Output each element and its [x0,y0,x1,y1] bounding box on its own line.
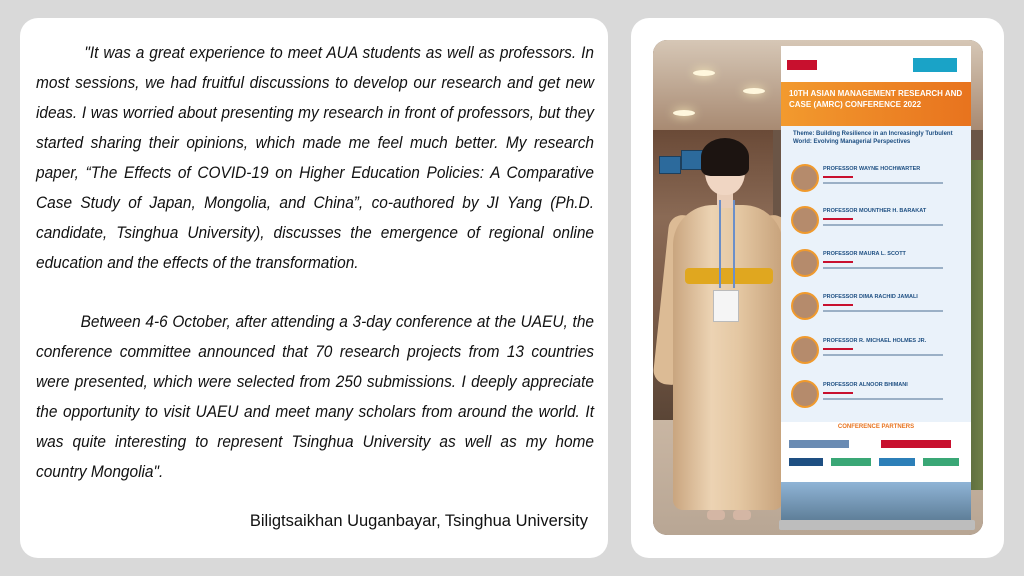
speaker-detail-line [823,398,943,400]
speaker-entry [791,336,961,366]
testimonial-card [20,18,608,558]
banner-heading-block [781,82,971,126]
speaker-photo [791,249,819,277]
speaker-detail-line [823,224,943,226]
conference-banner [781,46,971,520]
speaker-detail-line [823,176,853,178]
speaker-name: PROFESSOR WAYNE HOCHWARTER [823,166,921,172]
photo-card [631,18,1004,558]
testimonial-paragraph-2: Between 4-6 October, after attending a 3-day conference at the UAEU, the conference committee announced that 70 research projects from 13 countries were presented, which were selected from 250 submissions. I deeply appreciate the opportunity to visit UAEU and meet many scholars from around the world. It was quite interesting to represent Tsinghua University as well as my home country Mongolia". [36,312,594,481]
banner-stand-base [779,520,975,530]
speaker-detail-line [823,218,853,220]
speaker-detail-line [823,182,943,184]
woman-hair [701,138,749,176]
speaker-photo [791,164,819,192]
uaeu-logo [787,60,817,70]
speaker-entry [791,292,961,322]
lanyard [719,200,735,288]
speaker-entry [791,249,961,279]
photo-screen [659,156,681,174]
woman-shoe [733,510,751,520]
speaker-photo [791,380,819,408]
ceiling-light [743,88,765,94]
partners-title: CONFERENCE PARTNERS [837,424,915,430]
speaker-detail-line [823,354,943,356]
testimonial-signature: Biligtsaikhan Uuganbayar, Tsinghua University [249,512,588,530]
conference-partners [781,422,971,482]
speaker-name: PROFESSOR MAURA L. SCOTT [823,251,906,257]
speaker-entry [791,206,961,236]
speaker-entry [791,164,961,194]
speaker-detail-line [823,261,853,263]
partner-logo [923,458,959,466]
partner-logo [881,440,951,448]
speaker-detail-line [823,310,943,312]
partner-logo [789,458,823,466]
ceiling-light [693,70,715,76]
speaker-name: PROFESSOR MOUNTHER H. BARAKAT [823,208,927,214]
speaker-detail-line [823,267,943,269]
aacsb-logo [913,58,957,72]
conference-photo [653,40,983,535]
speaker-photo [791,292,819,320]
speaker-name: PROFESSOR ALNOOR BHIMANI [823,382,908,388]
ceiling-light [673,110,695,116]
speaker-photo [791,336,819,364]
banner-logo-strip [781,46,971,82]
speaker-name: PROFESSOR R. MICHAEL HOLMES JR. [823,338,927,344]
speaker-detail-line [823,348,853,350]
testimonial-paragraph-1: "It was a great experience to meet AUA students as well as professors. In most sessions, we had fruitful discussions to develop our research and get new ideas. I was worried about presenting my research in front of professors, but they started sharing their opinions, which made me feel much better. My research paper, “The Effects of COVID-19 on Higher Education Policies: A Comparative Case Study of Japan, Mongolia, and China”, co-authored by JI Yang (Ph.D. candidate, Tsinghua University), discusses the emergence of regional online education and the effects of the transformation. [36,43,595,272]
banner-theme: Theme: Building Resilience in an Increasingly Turbulent World: Evolving Managerial Perspectives [793,131,953,145]
speaker-detail-line [823,392,853,394]
partner-logo [789,440,849,448]
woman-shoe [707,510,725,520]
partner-logo [879,458,915,466]
speaker-name: PROFESSOR DIMA RACHID JAMALI [823,294,918,300]
banner-campus-image [781,482,971,520]
partner-logo [831,458,871,466]
banner-heading: 10TH ASIAN MANAGEMENT RESEARCH AND CASE (AMRC) CONFERENCE 2022 [789,89,963,109]
speaker-photo [791,206,819,234]
speaker-entry [791,380,961,410]
name-badge [713,290,739,322]
speaker-detail-line [823,304,853,306]
